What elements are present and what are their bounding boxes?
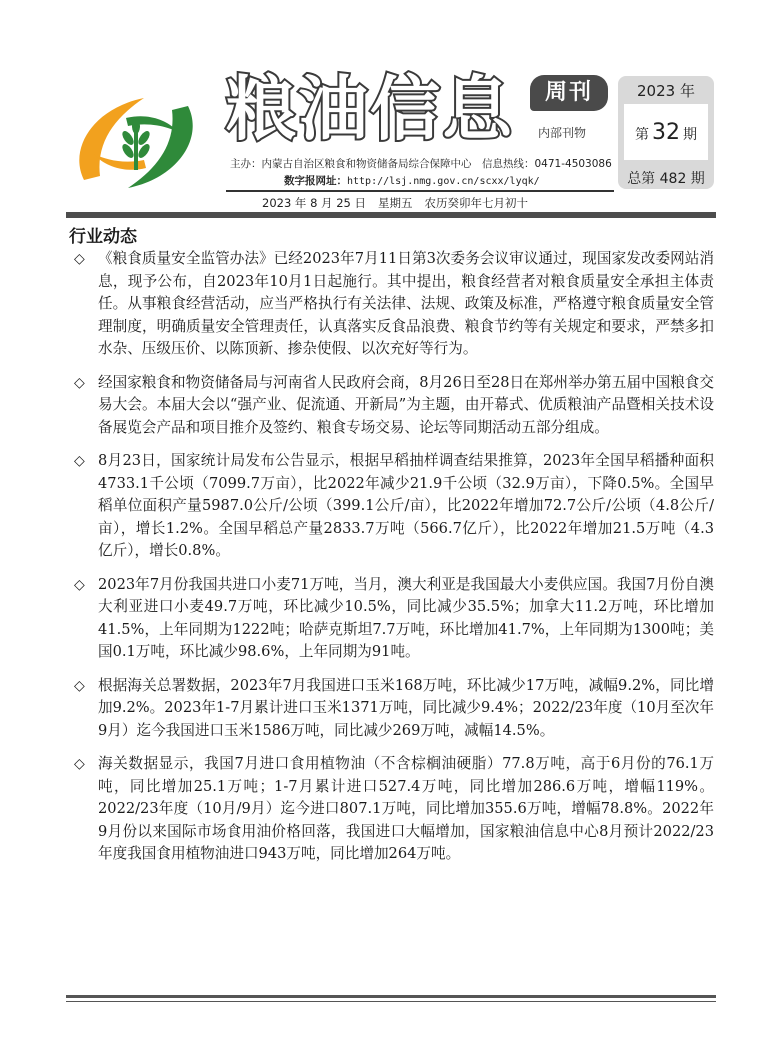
masthead-title: 粮油信息 (226, 68, 514, 150)
issue-date: 2023 年 8 月 25 日 (262, 196, 366, 210)
news-text: 根据海关总署数据，2023年7月我国进口玉米168万吨，环比减少17万吨，减幅9.2%，同比增加9.2%。2023年1-7月累计进口玉米1371万吨，同比减少9.4%；2022/23年度（10月至次年9月）迄今我国进口玉米1586万吨，同比减少269万吨，减幅14.5%。 (98, 676, 714, 739)
news-item (66, 248, 714, 361)
diamond-bullet-icon: ◇ (74, 677, 85, 694)
news-item (66, 753, 714, 866)
diamond-bullet-icon: ◇ (74, 756, 85, 772)
footer-rule-thin (66, 1001, 716, 1002)
lunar-date: 农历癸卯年七月初十 (424, 196, 528, 210)
diamond-bullet-icon: ◇ (74, 251, 85, 267)
news-text: 《粮食质量安全监管办法》已经2023年7月11日第3次委务会议审议通过，现国家发改委网站消息，现予公布，自2023年10月1日起施行。其中提出，粮食经营者对粮食质量安全承担主体责任。从事粮食经营活动，应当严格执行有关法律、法规、政策及标准，严格遵守粮食质量安全管理制度，明确质量安全管理责任，认真落实反食品浪费、粮食节约等有关规定和要求，严禁多扣水杂、压级压价、以陈顶新、掺杂使假、以次充好等行为。 (98, 250, 714, 357)
total-issue: 总第 482 期 (627, 171, 705, 187)
news-text: 2023年7月份我国共进口小麦71万吨，当月，澳大利亚是我国最大小麦供应国。我国7月份自澳大利亚进口小麦49.7万吨，环比减少10.5%，同比减少35.5%；加拿大11.2万吨，环比增加41.5%，上年同期为1222吨；哈萨克斯坦7.7万吨，环比增加41.7%，上年同期为1300吨；美国0.1万吨，环比减少98.6%，上年同期为91吨。 (98, 575, 714, 660)
footer-rule (66, 995, 716, 998)
web-label: 数字报网址： (284, 175, 347, 187)
issue-prefix: 第 (635, 127, 649, 143)
issue-year: 2023 年 (637, 82, 695, 100)
news-item (66, 450, 714, 563)
issue-box (618, 76, 714, 189)
weekday: 星期五 (378, 196, 413, 210)
masthead-bottom-bar (66, 212, 716, 218)
news-text: 海关数据显示，我国7月进口食用植物油（不含棕榈油硬脂）77.8万吨，高于6月份的76.1万吨，同比增加25.1万吨；1-7月累计进口527.4万吨，同比增加286.6万吨，增幅119%。2022/23年度（10月/9月）迄今进口807.1万吨，同比增加355.6万吨，增幅78.8%。2022年9月份以来国际市场食用油价格回落，我国进口大幅增加，国家粮油信息中心8月预计2022/23年度我国食用植物油进口943万吨，同比增加264万吨。 (98, 755, 714, 862)
dateline (262, 195, 540, 211)
news-text: 8月23日，国家统计局发布公告显示，根据早稻抽样调查结果推算，2023年全国早稻播种面积4733.1千公顷（7099.7万亩），比2022年减少21.9千公顷（32.9万亩），下降0.5%。全国早稻单位面积产量5987.0公斤/公顷（399.1公斤/亩），比2022年增加72.7公斤/公顷（4.8公斤/亩），增长1.2%。全国早稻总产量2833.7万吨（566.7亿斤），比2022年增加21.5万吨（4.3亿斤），增长0.8%。 (98, 452, 714, 559)
masthead-title-block (226, 70, 526, 148)
section-title: 行业动态 (69, 227, 137, 247)
web-url-link[interactable]: http://lsj.nmg.gov.cn/scxx/lyqk/ (347, 176, 540, 187)
diamond-bullet-icon: ◇ (74, 374, 85, 391)
web-address-line (284, 173, 540, 188)
article-list (66, 248, 714, 877)
internal-publication-label: 内部刊物 (538, 126, 587, 140)
news-item (66, 574, 714, 664)
masthead-rule (226, 190, 614, 192)
news-text: 经国家粮食和物资储备局与河南省人民政府会商，8月26日至28日在郑州举办第五届中国粮食交易大会。本届大会以“强产业、促流通、开新局”为主题，由开幕式、优质粮油产品暨相关技术设备展览会产品和项目推介及签约、粮食专场交易、论坛等同期活动五部分组成。 (98, 373, 714, 436)
issue-number: 32 (652, 120, 680, 145)
sponsor-line: 主办：内蒙古自治区粮食和物资储备局综合保障中心 信息热线：0471-4503086 (230, 158, 612, 170)
issue-number-row (618, 120, 714, 145)
issue-suffix: 期 (683, 127, 697, 143)
news-item (66, 675, 714, 743)
weekly-badge: 周刊 (530, 75, 608, 111)
news-item (66, 372, 714, 440)
diamond-bullet-icon: ◇ (74, 453, 85, 469)
grain-logo-icon (66, 88, 206, 198)
diamond-bullet-icon: ◇ (74, 576, 85, 593)
